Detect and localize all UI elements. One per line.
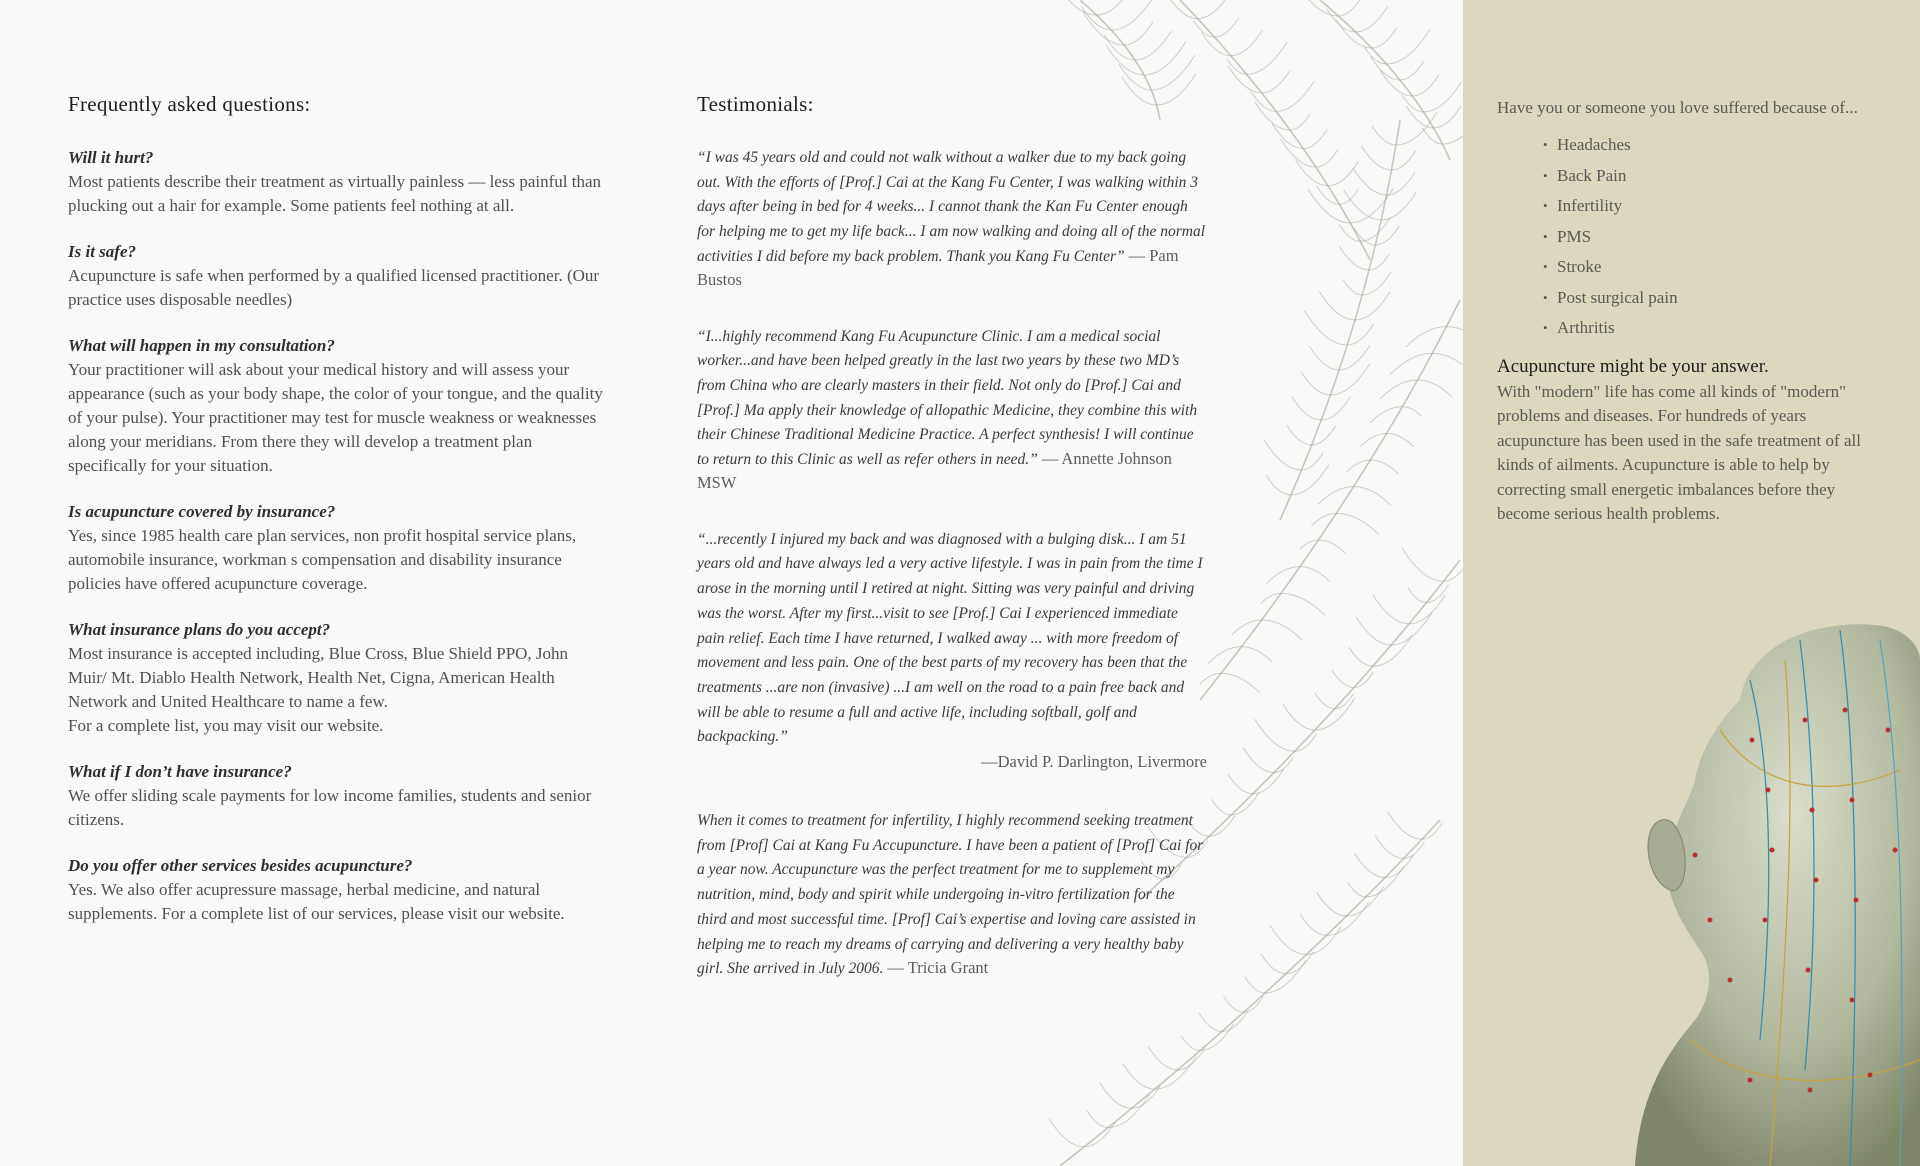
branch-leaf <box>1356 617 1391 645</box>
branch-leaf <box>1214 18 1238 37</box>
branch-leaf <box>1224 996 1244 1012</box>
branch-leaf <box>1348 882 1366 897</box>
branch-leaf <box>1372 126 1396 145</box>
testimonials-section <box>697 92 1207 1017</box>
branch-leaf <box>1408 588 1427 603</box>
testimonial-text: “...recently I injured my back and was diagnosed with a bulging disk... I am 51 years old and have always led a very active lifestyle. I was in pain from the time I arose in the morning until I retired at night. Sitting was very painful and driving was the worst. After my first...visit to see [Prof.] Cai I experienced immediate pain relief. Each time I have returned, I walked away ... with more freedom of movement and less pain. One of the best parts of my recovery has been that the treatments ...are non (invasive) ...I am well on the road to a pain free back and will be able to resume a full and active life, including softball, golf and backpacking.” <box>697 530 1203 746</box>
branch-leaf <box>1290 114 1310 130</box>
branch-leaf <box>1144 42 1186 75</box>
branch-leaf <box>1310 346 1339 370</box>
testimonial <box>697 809 1207 982</box>
branch-leaf <box>1300 567 1329 582</box>
faq-item <box>68 854 608 926</box>
branch-leaf <box>1366 867 1404 897</box>
faq-answer: Your practitioner will ask about your medical history and will assess your appearance (such as your body shape, the color of your tongue, and the quality of your pulse). Your practitioner may test for muscle weakness or weaknesses along your meridians. From there they will develop a treatment plan specifically for your situation. <box>68 360 603 475</box>
branch-leaf <box>1402 548 1443 581</box>
branch-leaf <box>1303 129 1327 148</box>
testimonial <box>697 325 1207 493</box>
branch-leaf <box>1124 22 1153 45</box>
branch-leaf <box>1100 1083 1132 1108</box>
faq-answer: Yes, since 1985 health care plan services, non profit hospital service plans, automobile insurance, workman s compensation and disability insurance policies have offered acupuncture coverage. <box>68 526 577 593</box>
branch-leaf <box>1344 190 1382 220</box>
branch-leaf <box>1317 186 1340 204</box>
sidebar-intro: Have you or someone you love suffered because of... <box>1497 98 1858 117</box>
branch-leaf <box>1283 704 1315 730</box>
testimonial-text: When it comes to treatment for infertility, I highly recommend seeking treatment from [Prof] Cai at Kang Fu Accupuncture. I have been a patient of [Prof] Cai for a year now. Accupuncture was the perfect treatment for me to supplement my nutrition, mind, body and spirit while undergoing in-vitro fertilization for the third and most successful time. [Prof] Cai’s expertise and loving care assisted in helping me to reach my dreams of carrying and delivering a very healthy baby girl. She arrived in July 2006. <box>697 812 1204 978</box>
branch-leaf <box>1270 925 1307 954</box>
faq-item <box>68 240 608 312</box>
branch-leaf <box>1232 620 1262 635</box>
testimonial <box>697 146 1207 290</box>
faq-question: Is acupuncture covered by insurance? <box>68 502 336 521</box>
branch-leaf <box>1208 647 1241 664</box>
condition-item: • Post surgical pain <box>1543 283 1867 314</box>
branch-leaf <box>1181 1036 1200 1051</box>
faq-question: Do you offer other services besides acupuncture? <box>68 856 413 875</box>
branch-leaf <box>1316 149 1338 167</box>
branch-leaf <box>1255 719 1295 751</box>
branch-leaf <box>1338 0 1361 16</box>
branch-leaf <box>1318 540 1345 554</box>
faq-item <box>68 760 608 832</box>
faq-item <box>68 500 608 596</box>
branch-leaf <box>1355 853 1385 877</box>
branch-leaf <box>1281 593 1325 615</box>
faq-question: What if I don’t have insurance? <box>68 762 292 781</box>
branch-leaf <box>1242 647 1272 662</box>
branch-leaf <box>1434 106 1461 128</box>
branch-leaf <box>1317 892 1347 916</box>
branch-leaf <box>1442 110 1463 144</box>
branch-leaf <box>1422 128 1442 144</box>
branch-leaf <box>1212 799 1232 815</box>
branch-leaf <box>1261 954 1286 974</box>
branch-leaf <box>1292 396 1322 420</box>
branch-leaf <box>1402 407 1421 416</box>
faq-section <box>68 92 608 948</box>
branch-leaf <box>1049 1119 1084 1147</box>
testimonial-author: —David P. Darlington, Livermore <box>981 752 1207 772</box>
branch-leaf <box>1262 70 1291 93</box>
branch-leaf <box>1328 161 1359 186</box>
branch-leaf <box>1375 836 1403 859</box>
faq-answer: We offer sliding scale payments for low income families, students and senior citizens. <box>68 786 592 829</box>
branch-leaf <box>1264 440 1301 470</box>
branch-leaf <box>1361 146 1391 170</box>
branch-leaf <box>1198 0 1231 19</box>
branch-leaf <box>1388 812 1422 839</box>
condition-item: • Stroke <box>1543 252 1867 283</box>
condition-item: • Headaches <box>1543 130 1867 161</box>
branch-leaf <box>1276 81 1314 112</box>
branch-leaf <box>1432 353 1463 373</box>
branch-leaf <box>1336 513 1379 534</box>
condition-item: • PMS <box>1543 222 1867 253</box>
faq-question: Will it hurt? <box>68 148 154 167</box>
branch-leaf <box>1353 168 1387 195</box>
branch-stem <box>1280 120 1400 520</box>
answer-heading: Acupuncture might be your answer. <box>1497 355 1769 377</box>
branch-leaf <box>1362 272 1391 295</box>
branch-leaf <box>1308 189 1350 223</box>
branch-leaf <box>1148 1046 1177 1070</box>
branch-leaf <box>1418 380 1453 397</box>
branch-leaf <box>1354 487 1391 506</box>
branch-leaf <box>1319 291 1355 320</box>
branch-leaf <box>1315 693 1335 709</box>
branch-leaf <box>1400 61 1424 80</box>
condition-item: • Arthritis <box>1543 313 1867 344</box>
conditions-list <box>1497 130 1867 344</box>
branch-leaf <box>1372 28 1397 48</box>
testimonial <box>697 528 1207 774</box>
branch-leaf <box>1355 292 1390 320</box>
faq-answer: Most patients describe their treatment as virtually painless — less painful than plucking out a hair for example. Some patients feel nothing at all. <box>68 172 602 215</box>
branch-leaf <box>1336 20 1371 48</box>
branch-leaf <box>1231 31 1262 56</box>
condition-item: • Back Pain <box>1543 161 1867 192</box>
branch-leaf <box>1300 914 1327 935</box>
branch-leaf <box>1396 112 1437 145</box>
faq-question: What will happen in my consultation? <box>68 336 335 355</box>
answer-body: With "modern" life has come all kinds of "modern" problems and diseases. For hundreds of years acupuncture has been used in the safe treatment of all kinds of ailments. Acupuncture is able to help by correcting small energetic imbalances before they become serious health problems. <box>1497 381 1861 523</box>
branch-leaf <box>1356 6 1388 32</box>
branch-leaf <box>1370 460 1398 474</box>
branch-leaf <box>1287 425 1312 445</box>
faq-item <box>68 146 608 218</box>
branch-leaf <box>1247 42 1288 75</box>
branch-leaf <box>1332 670 1354 688</box>
branch-leaf <box>1339 189 1358 204</box>
testimonials-heading: Testimonials: <box>697 92 814 116</box>
faq-answer: Most insurance is accepted including, Blue Cross, Blue Shield PPO, John Muir/ Mt. Diablo Health Network, Health Net, Cigna, American Health Network and United Healthcare to name a few. <box>68 644 569 711</box>
branch-leaf <box>1087 1111 1108 1128</box>
branch-leaf <box>1406 106 1433 128</box>
testimonial-author: — Pam Bustos <box>697 245 1179 289</box>
branch-leaf <box>1221 673 1260 692</box>
branch-leaf <box>1266 475 1291 495</box>
branch-leaf <box>1301 371 1330 395</box>
faq-answer: Acupuncture is safe when performed by a qualified licensed practitioner. (Our practice uses disposable needles) <box>68 266 600 309</box>
branch-leaf <box>1373 595 1409 624</box>
faq-answer-note: For a complete list, you may visit our website. <box>68 716 384 735</box>
branch-leaf <box>1280 139 1315 167</box>
faq-question: What insurance plans do you accept? <box>68 620 331 639</box>
acupuncture-model-image <box>1600 620 1920 1166</box>
branch-stem <box>1200 300 1460 700</box>
branch-leaf <box>1373 635 1413 667</box>
branch-leaf <box>1296 0 1339 16</box>
testimonial-text: “I was 45 years old and could not walk without a walker due to my back going out. With the efforts of [Prof.] Cai at the Kang Fu Center, I was walking within 3 days after being in bed for 4 weeks... I cannot thank the Kan Fu Center enough for helping me to get my life back... I am now walking and doing all of the normal activities I did before my back problem. Thank you Kang Fu Center” <box>697 149 1205 265</box>
branch-leaf <box>1119 64 1151 90</box>
sidebar-text <box>1497 96 1867 527</box>
branch-leaf <box>1201 32 1231 56</box>
branch-leaf <box>1228 66 1261 93</box>
branch-leaf <box>1424 82 1462 112</box>
faq-answer: Yes. We also offer acupressure massage, herbal medicine, and natural supplements. For a complete list of our services, please visit our website. <box>68 880 565 923</box>
branch-leaf <box>1228 774 1253 794</box>
testimonial-author: — Annette Johnson MSW <box>697 449 1172 492</box>
branch-leaf <box>1295 160 1328 186</box>
branch-leaf <box>1412 75 1439 96</box>
faq-item <box>68 334 608 478</box>
branch-leaf <box>1135 31 1171 60</box>
faq-item <box>68 618 608 738</box>
branch-leaf <box>1081 6 1111 30</box>
branch-leaf <box>1446 327 1463 349</box>
branch-leaf <box>1360 218 1390 242</box>
branch-leaf <box>1245 977 1265 993</box>
condition-item: • Infertility <box>1543 191 1867 222</box>
branch-leaf <box>1343 280 1362 295</box>
branch-leaf <box>1123 1063 1155 1089</box>
testimonial-text: “I...highly recommend Kang Fu Acupuncture Clinic. I am a medical social worker...and have been helped greatly in the last two years by these two MD’s from China who are clearly masters in their field. Not only do [Prof.] Cai and [Prof.] Ma apply their knowledge of allopathic Medicine, they combine this with their Chinese Traditional Medicine Practice. A perfect synthesis! I will continue to return to this Clinic as well as refer others in need.” <box>697 327 1198 469</box>
branch-leaf <box>1349 647 1373 666</box>
branch-leaf <box>1243 748 1274 773</box>
branch-leaf <box>1262 620 1303 640</box>
branch-leaf <box>1097 0 1133 15</box>
faq-heading: Frequently asked questions: <box>68 92 311 116</box>
faq-question: Is it safe? <box>68 242 136 261</box>
branch-leaf <box>1055 0 1097 15</box>
testimonial-author: — Tricia Grant <box>887 958 989 978</box>
branch-leaf <box>1387 433 1414 447</box>
branch-leaf <box>1315 698 1355 730</box>
